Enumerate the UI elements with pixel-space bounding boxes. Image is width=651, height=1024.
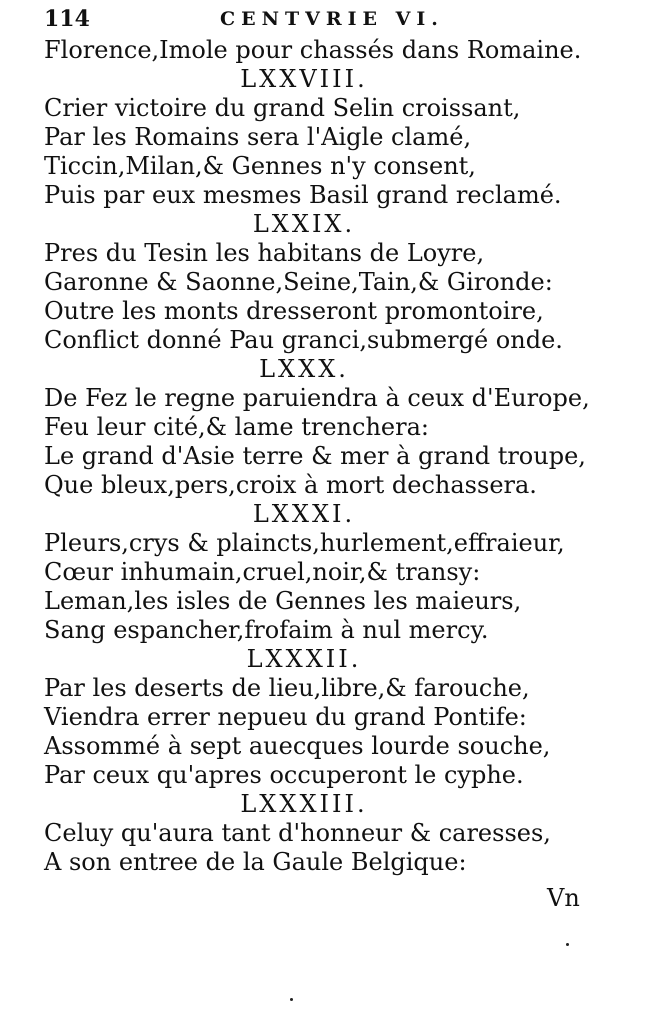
verse-line: Par ceux qu'apres occuperont le cyphe. [44, 761, 524, 789]
verse-line: Florence,Imole pour chassés dans Romaine. [44, 36, 582, 64]
verse-line: Garonne & Saonne,Seine,Tain,& Gironde: [44, 268, 553, 296]
quatrain-number: LXXXII. [246, 645, 362, 673]
catchword: Vn [547, 884, 580, 912]
verse-line: Ticcin,Milan,& Gennes n'y consent, [44, 152, 476, 180]
verse-line: Outre les monts dresseront promontoire, [44, 297, 544, 325]
ink-speck [290, 998, 293, 1001]
running-title: CENTVRIE VI. [220, 8, 444, 30]
verse-line: Par les deserts de lieu,libre,& farouche, [44, 674, 530, 702]
verse-line: Puis par eux mesmes Basil grand reclamé. [44, 181, 562, 209]
quatrain-number: LXXXIII. [240, 790, 368, 818]
quatrain-number: LXXVIII. [240, 65, 368, 93]
verse-line: Assommé à sept auecques lourde souche, [44, 732, 551, 760]
verse-line: Cœur inhumain,cruel,noir,& transy: [44, 558, 481, 586]
verse-line: A son entree de la Gaule Belgique: [44, 848, 467, 876]
verse-line: Viendra errer nepueu du grand Pontife: [44, 703, 527, 731]
quatrain-number: LXXX. [259, 355, 349, 383]
verse-line: Pres du Tesin les habitans de Loyre, [44, 239, 485, 267]
verse-line: Feu leur cité,& lame trenchera: [44, 413, 429, 441]
ink-speck [566, 943, 569, 946]
verse-line: Que bleux,pers,croix à mort dechassera. [44, 471, 537, 499]
page-number: 114 [44, 6, 90, 32]
verse-line: Leman,les isles de Gennes les maieurs, [44, 587, 522, 615]
verse-line: Le grand d'Asie terre & mer à grand troupe, [44, 442, 586, 470]
quatrain-number: LXXXI. [252, 500, 356, 528]
quatrain-text [44, 36, 604, 877]
verse-line: Conflict donné Pau granci,submergé onde. [44, 326, 563, 354]
verse-line: Crier victoire du grand Selin croissant, [44, 94, 521, 122]
verse-line: Celuy qu'aura tant d'honneur & caresses, [44, 819, 551, 847]
verse-line: Par les Romains sera l'Aigle clamé, [44, 123, 472, 151]
verse-line: Sang espancher,frofaim à nul mercy. [44, 616, 489, 644]
page-header [40, 4, 600, 34]
verse-line: De Fez le regne paruiendra à ceux d'Europe, [44, 384, 590, 412]
verse-line: Pleurs,crys & plaincts,hurlement,effraieur, [44, 529, 565, 557]
quatrain-number: LXXIX. [252, 210, 356, 238]
